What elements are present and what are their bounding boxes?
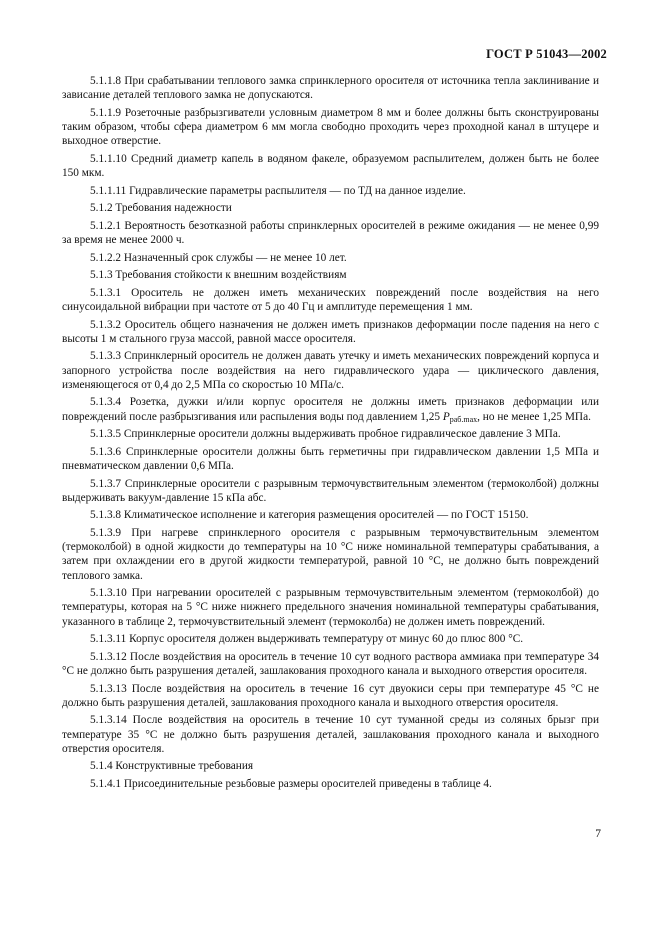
paragraph-5-1-3-8: 5.1.3.8 Климатическое исполнение и категория размещения оросителей — по ГОСТ 15150. [90, 509, 529, 522]
paragraph-5-1-3-9: 5.1.3.9 При нагреве спринклерного оросителя с разрывным термочувствительным элементом (термоколбой) в одной жидкости до температуры на 10 °С ниже номинальной температуры срабатывания, а затем при охлаждении его в другой жидкости температурой, равной 10 °С, не должно быть повреждений теплового замка. [62, 526, 599, 582]
document-body [62, 74, 599, 795]
paragraph-5-1-3-4-text-after: , но не менее 1,25 МПа. [477, 410, 591, 423]
paragraph-5-1-3-5: 5.1.3.5 Спринклерные оросители должны выдерживать пробное гидравлическое давление 3 МПа. [90, 428, 561, 441]
paragraph-5-1-1-9: 5.1.1.9 Розеточные разбрызгиватели условным диаметром 8 мм и более должны быть сконструированы таким образом, чтобы сфера диаметром 6 мм могла свободно проходить через проходной канал в штуцере и выходное отверстие. [62, 106, 599, 148]
paragraph-5-1-3-4-text-before: 5.1.3.4 Розетка, дужки и/или корпус оросителя не должны иметь признаков деформации или повреждений после разбрызгивания или распыления воды под давлением 1,25 [62, 396, 599, 423]
section-heading-5-1-3: 5.1.3 Требования стойкости к внешним воздействиям [90, 269, 347, 282]
pressure-symbol: P [442, 410, 450, 423]
paragraph-5-1-1-10: 5.1.1.10 Средний диаметр капель в водяном факеле, образуемом распылителем, должен быть не более 150 мкм. [62, 152, 599, 179]
paragraph-5-1-3-3: 5.1.3.3 Спринклерный ороситель не должен давать утечку и иметь механических повреждений корпуса и запорного устройства после воздействия на него гидравлического удара — циклического давления, изменяющегося от 0,4 до 2,5 МПа со скоростью 10 МПа/с. [62, 350, 599, 391]
page-header-standard: ГОСТ Р 51043—2002 [486, 47, 607, 61]
paragraph-5-1-3-12: 5.1.3.12 После воздействия на ороситель в течение 10 сут водного раствора аммиака при температуре 34 °С не должно быть разрушения деталей, зашлакования проходного канала и выходного отверстия оросителя. [62, 650, 599, 677]
section-heading-5-1-4: 5.1.4 Конструктивные требования [90, 760, 254, 773]
paragraph-5-1-3-4 [62, 395, 599, 423]
paragraph-5-1-1-8: 5.1.1.8 При срабатывании теплового замка спринклерного оросителя от источника тепла заклинивание и зависание деталей теплового замка не допускаются. [62, 75, 599, 102]
paragraph-5-1-3-6: 5.1.3.6 Спринклерные оросители должны быть герметичны при гидравлическом давлении 1,5 МПа и пневматическом давлении 0,6 МПа. [62, 445, 599, 472]
paragraph-5-1-3-14: 5.1.3.14 После воздействия на ороситель в течение 10 сут туманной среды из соляных брызг при температуре 35 °С не должно быть разрушения деталей, зашлакования проходного канала и выходного отверстия оросителя. [62, 714, 599, 755]
paragraph-5-1-1-11: 5.1.1.11 Гидравлические параметры распылителя — по ТД на данное изделие. [90, 184, 466, 197]
paragraph-5-1-3-1: 5.1.3.1 Ороситель не должен иметь механических повреждений после воздействия на него синусоидальной вибрации при частоте от 5 до 40 Гц и амплитуде перемещения 1 мм. [62, 286, 599, 313]
section-heading-5-1-2: 5.1.2 Требования надежности [90, 202, 232, 215]
pressure-subscript: раб.max [449, 414, 478, 424]
page-number: 7 [595, 828, 601, 840]
paragraph-5-1-2-2: 5.1.2.2 Назначенный срок службы — не менее 10 лет. [90, 251, 347, 264]
paragraph-5-1-3-11: 5.1.3.11 Корпус оросителя должен выдерживать температуру от минус 60 до плюс 800 °С. [90, 633, 524, 646]
paragraph-5-1-3-7: 5.1.3.7 Спринклерные оросители с разрывным термочувствительным элементом (термоколбой) должны выдерживать вакуум-давление 15 кПа абс. [62, 477, 599, 504]
paragraph-5-1-3-13: 5.1.3.13 После воздействия на ороситель в течение 16 сут двуокиси серы при температуре 45 °С не должно быть разрушения деталей, зашлакования проходного канала и выходного отверстия оросителя. [62, 682, 599, 709]
paragraph-5-1-4-1: 5.1.4.1 Присоединительные резьбовые размеры оросителей приведены в таблице 4. [90, 777, 492, 790]
paragraph-5-1-2-1: 5.1.2.1 Вероятность безотказной работы спринклерных оросителей в режиме ожидания — не менее 0,99 за время не менее 2000 ч. [62, 219, 599, 246]
paragraph-5-1-3-10: 5.1.3.10 При нагревании оросителей с разрывным термочувствительным элементом (термоколбой) до температуры, которая на 5 °С ниже нижнего предельного значения номинальной температуры срабатывания, указанного в таблице 2, термочувствительный элемент (термоколба) не должен иметь повреждений. [62, 587, 599, 628]
paragraph-5-1-3-2: 5.1.3.2 Ороситель общего назначения не должен иметь признаков деформации после падения на него с высоты 1 м стального груза массой, равной массе оросителя. [62, 318, 599, 345]
